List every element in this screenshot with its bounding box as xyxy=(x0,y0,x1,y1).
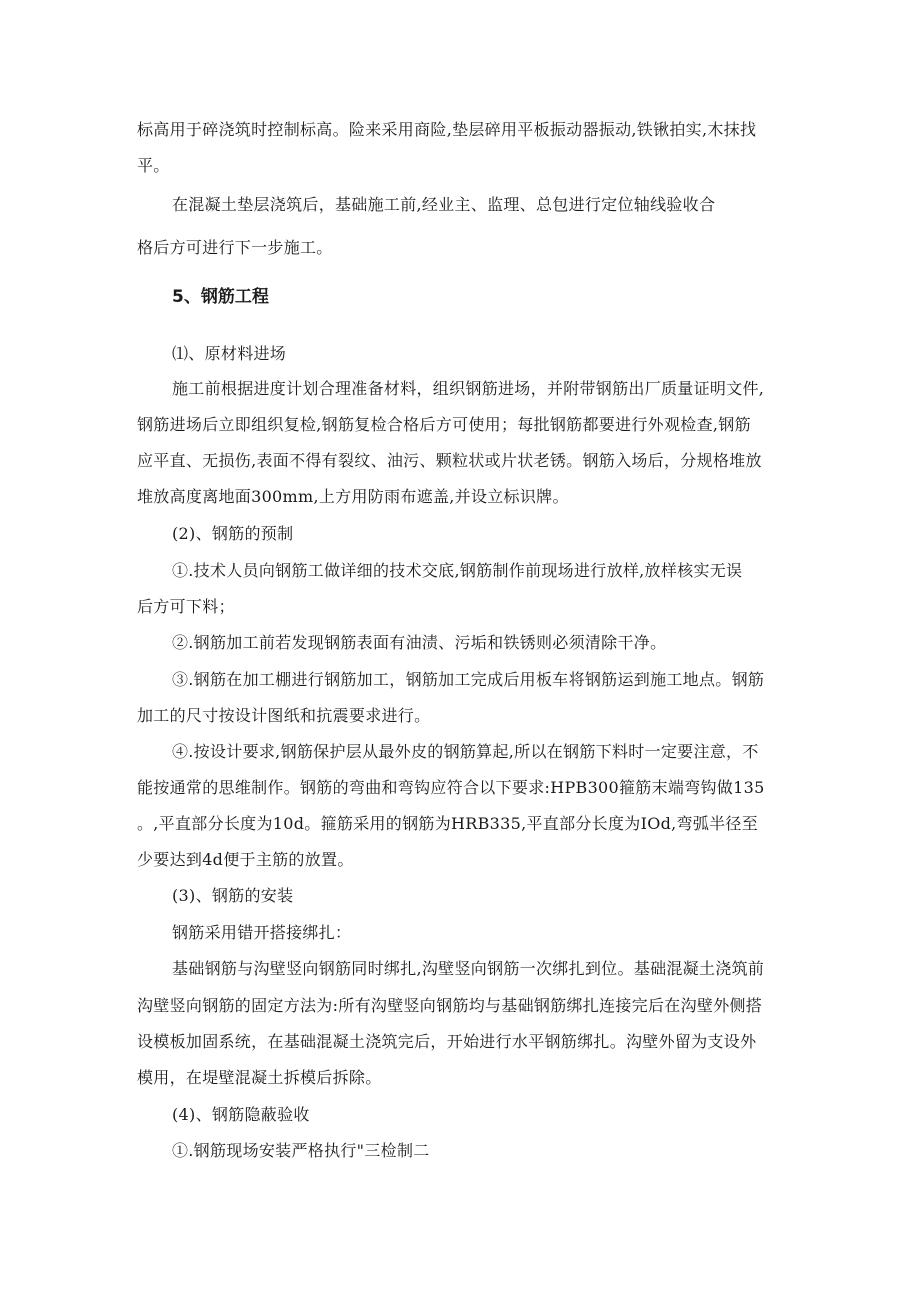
paragraph-line: 平。 xyxy=(137,156,170,175)
paragraph-line: 沟壁竖向钢筋的固定方法为:所有沟壁竖向钢筋均与基础钢筋绑扎连接完后在沟壁外侧搭 xyxy=(137,996,763,1015)
list-item: ①.钢筋现场安装严格执行"三检制二 xyxy=(172,1141,430,1160)
paragraph-line: 钢筋采用错开搭接绑扎： xyxy=(172,923,352,942)
subsection-heading: (4)、钢筋隐蔽验收 xyxy=(172,1105,310,1124)
paragraph-line: 堆放高度离地面300mm,上方用防雨布遮盖,并设立标识牌。 xyxy=(137,487,569,506)
paragraph-line: 标高用于碎浇筑时控制标高。险来采用商险,垫层碎用平板振动器振动,铁锹拍实,木抹找 xyxy=(137,120,757,139)
subsection-heading: (2)、钢筋的预制 xyxy=(172,524,294,543)
subsection-heading: (3)、钢筋的安装 xyxy=(172,886,294,905)
paragraph-line: 加工的尺寸按设计图纸和抗震要求进行。 xyxy=(137,706,431,725)
paragraph-line: 模用，在堤壁混凝土拆模后拆除。 xyxy=(137,1068,382,1087)
section-heading: 5、钢筋工程 xyxy=(172,287,269,307)
paragraph-line: 设模板加固系统，在基础混凝土浇筑完后，开始进行水平钢筋绑扎。沟壁外留为支设外 xyxy=(137,1032,757,1051)
list-item: ④.按设计要求,钢筋保护层从最外皮的钢筋算起,所以在钢筋下料时一定要注意，不 xyxy=(172,742,759,761)
paragraph-line: 格后方可进行下一步施工。 xyxy=(137,238,333,257)
subsection-heading: ⑴、原材料进场 xyxy=(172,344,287,363)
paragraph-line: 钢筋进场后立即组织复检,钢筋复检合格后方可使用；每批钢筋都要进行外观检查,钢筋 xyxy=(137,415,751,434)
list-item: ②.钢筋加工前若发现钢筋表面有油渍、污垢和铁锈则必须清除干净。 xyxy=(172,633,667,652)
paragraph-line: 施工前根据进度计划合理准备材料，组织钢筋进场，并附带钢筋出厂质量证明文件, xyxy=(172,379,765,398)
list-item: ①.技术人员向钢筋工做详细的技术交底,钢筋制作前现场进行放样,放样核实无误 xyxy=(172,561,743,580)
paragraph-line: 在混凝土垫层浇筑后，基础施工前,经业主、监理、总包进行定位轴线验收合 xyxy=(172,195,716,214)
list-item: ③.钢筋在加工棚进行钢筋加工，钢筋加工完成后用板车将钢筋运到施工地点。钢筋 xyxy=(172,670,765,689)
paragraph-line: 基础钢筋与沟壁竖向钢筋同时绑扎,沟壁竖向钢筋一次绑扎到位。基础混凝土浇筑前 xyxy=(172,959,765,978)
paragraph-line: 能按通常的思维制作。钢筋的弯曲和弯钩应符合以下要求:HPB300箍筋末端弯钩做135 xyxy=(137,778,765,797)
paragraph-line: 。,平直部分长度为10d。箍筋采用的钢筋为HRB335,平直部分长度为IOd,弯弧半径至 xyxy=(137,814,759,833)
paragraph-line: 后方可下料； xyxy=(137,597,235,616)
paragraph-line: 应平直、无损伤,表面不得有裂纹、油污、颗粒状或片状老锈。钢筋入场后，分规格堆放 xyxy=(137,451,762,470)
paragraph-line: 少要达到4d便于主筋的放置。 xyxy=(137,850,354,869)
